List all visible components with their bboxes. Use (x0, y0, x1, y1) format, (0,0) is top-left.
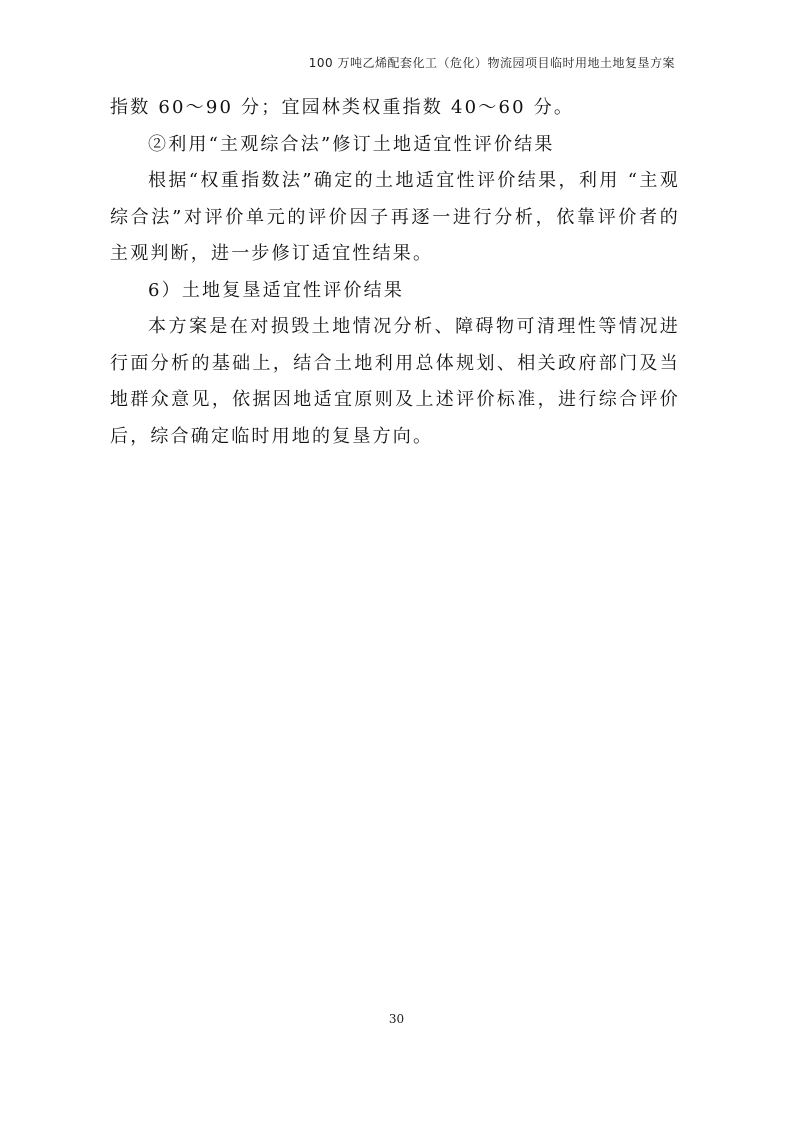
page-number: 30 (388, 1012, 405, 1026)
subheading-subjective-method: ②利用“主观综合法”修订土地适宜性评价结果 (148, 133, 555, 155)
document-body (110, 90, 680, 455)
running-header: 100 万吨乙烯配套化工（危化）物流园项目临时用地土地复垦方案 (308, 56, 675, 70)
paragraph-section-6: 本方案是在对损毁土地情况分析、障碍物可清理性等情况进行面分析的基础上，结合土地利用总体规划、相关政府部门及当地群众意见，依据因地适宜原则及上述评价标准，进行综合评价后，综合确定临时用地的复垦方向。 (110, 316, 680, 447)
section-heading-6: 6）土地复垦适宜性评价结果 (148, 279, 405, 301)
paragraph-continuation: 指数 60～90 分；宜园林类权重指数 40～60 分。 (110, 97, 575, 118)
paragraph-subjective-method: 根据“权重指数法”确定的土地适宜性评价结果，利用 “主观综合法”对评价单元的评价因子再逐一进行分析，依靠评价者的主观判断，进一步修订适宜性结果。 (110, 170, 680, 264)
